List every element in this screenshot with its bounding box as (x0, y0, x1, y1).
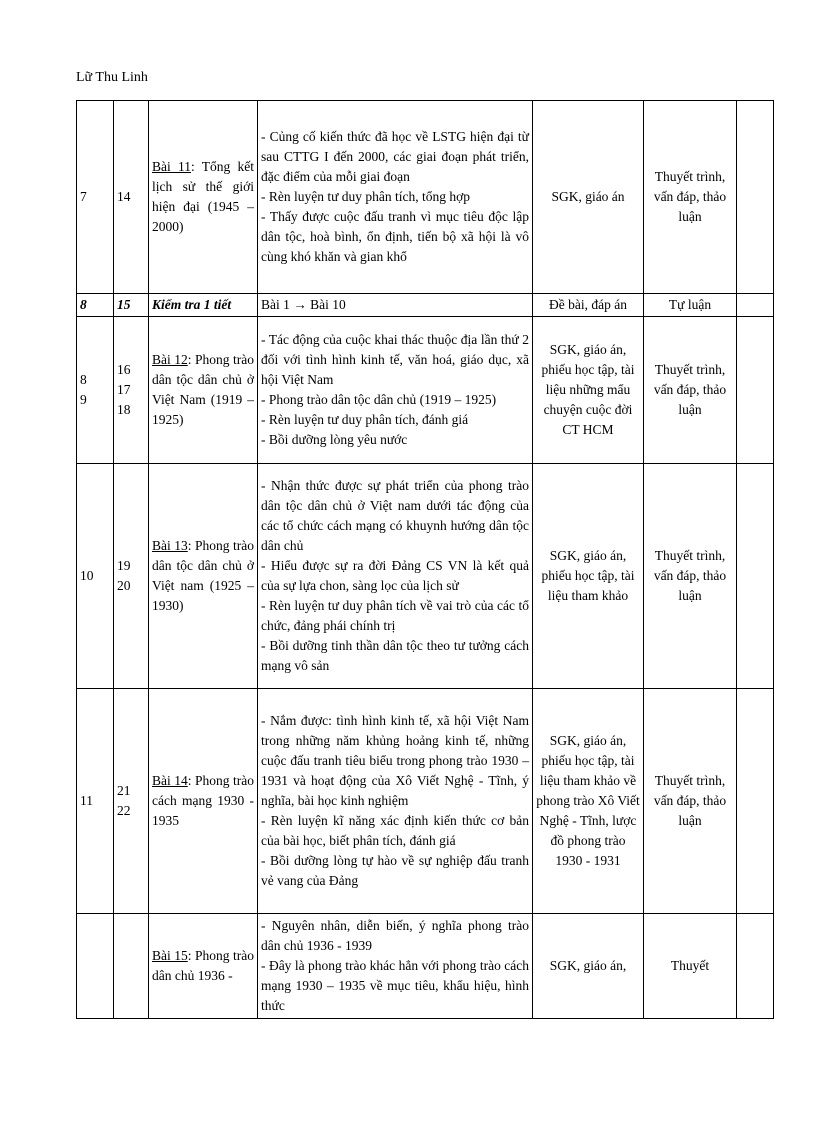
period-number: 18 (117, 402, 131, 417)
note-cell (737, 101, 774, 294)
week-cell (77, 101, 114, 294)
content-line: - Củng cố kiến thức đã học về LSTG hiện đại từ sau CTTG I đến 2000, các giai đoạn phát triển, đặc điểm của mỗi giai đoạn (261, 129, 529, 184)
materials-cell: SGK, giáo án, phiếu học tập, tài liệu những mẩu chuyện cuộc đời CT HCM (533, 317, 644, 464)
period-cell (114, 914, 149, 1019)
period-cell (114, 689, 149, 914)
content-line: - Rèn luyện tư duy phân tích, đánh giá (261, 412, 469, 427)
content-line: - Tác động của cuộc khai thác thuộc địa lần thứ 2 đối với tình hình kinh tế, văn hoá, giáo dục, xã hội Việt Nam (261, 332, 529, 387)
method-cell: Thuyết trình, vấn đáp, thảo luận (644, 317, 737, 464)
period-number: 15 (117, 297, 131, 312)
week-cell (77, 317, 114, 464)
content-line: - Rèn luyện kĩ năng xác định kiến thức cơ bản của bài học, biết phân tích, đánh giá (261, 813, 529, 848)
content-line: - Hiểu được sự ra đời Đảng CS VN là kết quả của sự lựa chon, sàng lọc của lịch sử (261, 558, 529, 593)
author-name: Lữ Thu Linh (76, 70, 148, 85)
method-cell: Tự luận (644, 294, 737, 317)
period-number: 19 (117, 558, 131, 573)
lesson-code: Bài 13 (152, 538, 188, 553)
period-number: 17 (117, 382, 131, 397)
lesson-title-cell (149, 689, 258, 914)
materials-cell: SGK, giáo án, phiếu học tập, tài liệu tham khảo về phong trào Xô Viết Nghệ - Tĩnh, lược đồ phong trào 1930 - 1931 (533, 689, 644, 914)
content-line: - Bồi dưỡng lòng yêu nước (261, 432, 408, 447)
content-line: - Phong trào dân tộc dân chủ (1919 – 1925) (261, 392, 497, 407)
note-cell (737, 689, 774, 914)
method-cell: Thuyết trình, vấn đáp, thảo luận (644, 689, 737, 914)
content-line: - Rèn luyện tư duy phân tích về vai trò của các tổ chức, đảng phái chính trị (261, 598, 529, 633)
lesson-title: : Phong trào cách mạng 1930 - 1935 (152, 773, 254, 828)
lesson-title: : Tổng kết lịch sử thế giới hiện đại (1945 – 2000) (152, 159, 254, 234)
week-number: 9 (80, 392, 87, 407)
lesson-title-cell (149, 294, 258, 317)
period-number: 20 (117, 578, 131, 593)
table-row (77, 689, 774, 914)
period-number: 22 (117, 803, 131, 818)
week-number: 8 (80, 372, 87, 387)
week-cell (77, 689, 114, 914)
table-row (77, 101, 774, 294)
table-row (77, 317, 774, 464)
period-cell (114, 101, 149, 294)
lesson-code: Bài 15 (152, 948, 188, 963)
content-cell (258, 294, 533, 317)
lesson-title: : Phong trào dân tộc dân chủ ở Việt nam (1925 – 1930) (152, 538, 254, 613)
content-cell (258, 101, 533, 294)
period-cell (114, 294, 149, 317)
period-number: 16 (117, 362, 131, 377)
content-line: - Rèn luyện tư duy phân tích, tổng hợp (261, 189, 471, 204)
materials-cell: SGK, giáo án, (533, 914, 644, 1019)
lesson-code: Bài 11 (152, 159, 191, 174)
content-cell (258, 317, 533, 464)
period-number: 14 (117, 189, 131, 204)
period-number: 21 (117, 783, 131, 798)
content-cell (258, 914, 533, 1019)
lesson-title-cell (149, 101, 258, 294)
table-row (77, 294, 774, 317)
lesson-title: : Phong trào dân tộc dân chủ ở Việt Nam (1919 – 1925) (152, 352, 254, 427)
lesson-title-cell (149, 464, 258, 689)
period-cell (114, 464, 149, 689)
table-row (77, 464, 774, 689)
content-line: - Đây là phong trào khác hẳn với phong trào cách mạng 1930 – 1935 về mục tiêu, khẩu hiệu, hình thức (261, 958, 529, 1013)
note-cell (737, 914, 774, 1019)
method-cell: Thuyết trình, vấn đáp, thảo luận (644, 464, 737, 689)
content-line: - Thấy được cuộc đấu tranh vì mục tiêu độc lập dân tộc, hoà bình, ổn định, tiến bộ xã hội là vô cùng khó khăn và gian khổ (261, 209, 529, 264)
period-cell (114, 317, 149, 464)
lesson-title-cell (149, 317, 258, 464)
materials-cell: Đề bài, đáp án (533, 294, 644, 317)
materials-cell: SGK, giáo án, phiếu học tập, tài liệu tham khảo (533, 464, 644, 689)
week-number: 8 (80, 297, 87, 312)
content-line: - Bồi dưỡng lòng tự hào về sự nghiệp đấu tranh vẻ vang của Đảng (261, 853, 529, 888)
method-cell: Thuyết (644, 914, 737, 1019)
week-cell (77, 294, 114, 317)
table-row (77, 914, 774, 1019)
week-number: 11 (80, 793, 93, 808)
content-line: Bài 1 → Bài 10 (261, 297, 346, 312)
lesson-code: Bài 12 (152, 352, 188, 367)
content-line: - Nắm được: tình hình kinh tế, xã hội Việt Nam trong những năm khủng hoảng kinh tế, những cuộc đấu tranh tiêu biểu trong phong trào 1930 – 1931 và hoạt động của Xô Viết Nghệ - Tĩnh, ý nghĩa, bài học kinh nghiệm (261, 713, 529, 808)
lesson-title: : Phong trào dân chủ 1936 - (152, 948, 254, 983)
lesson-plan-table (76, 100, 774, 1019)
note-cell (737, 464, 774, 689)
materials-cell: SGK, giáo án (533, 101, 644, 294)
week-cell (77, 914, 114, 1019)
note-cell (737, 317, 774, 464)
content-cell (258, 689, 533, 914)
week-number: 10 (80, 568, 94, 583)
lesson-code: Bài 14 (152, 773, 188, 788)
content-line: - Nguyên nhân, diễn biến, ý nghĩa phong trào dân chủ 1936 - 1939 (261, 918, 529, 953)
content-line: - Bồi dưỡng tinh thần dân tộc theo tư tưởng cách mạng vô sản (261, 638, 529, 673)
content-cell (258, 464, 533, 689)
method-cell: Thuyết trình, vấn đáp, thảo luận (644, 101, 737, 294)
week-cell (77, 464, 114, 689)
note-cell (737, 294, 774, 317)
lesson-title-cell (149, 914, 258, 1019)
week-number: 7 (80, 189, 87, 204)
content-line: - Nhận thức được sự phát triển của phong trào dân tộc dân chủ ở Việt nam dưới tác động của các tổ chức cách mạng có khuynh hướng dân tộc dân chủ (261, 478, 529, 553)
lesson-title: Kiểm tra 1 tiết (152, 297, 232, 312)
